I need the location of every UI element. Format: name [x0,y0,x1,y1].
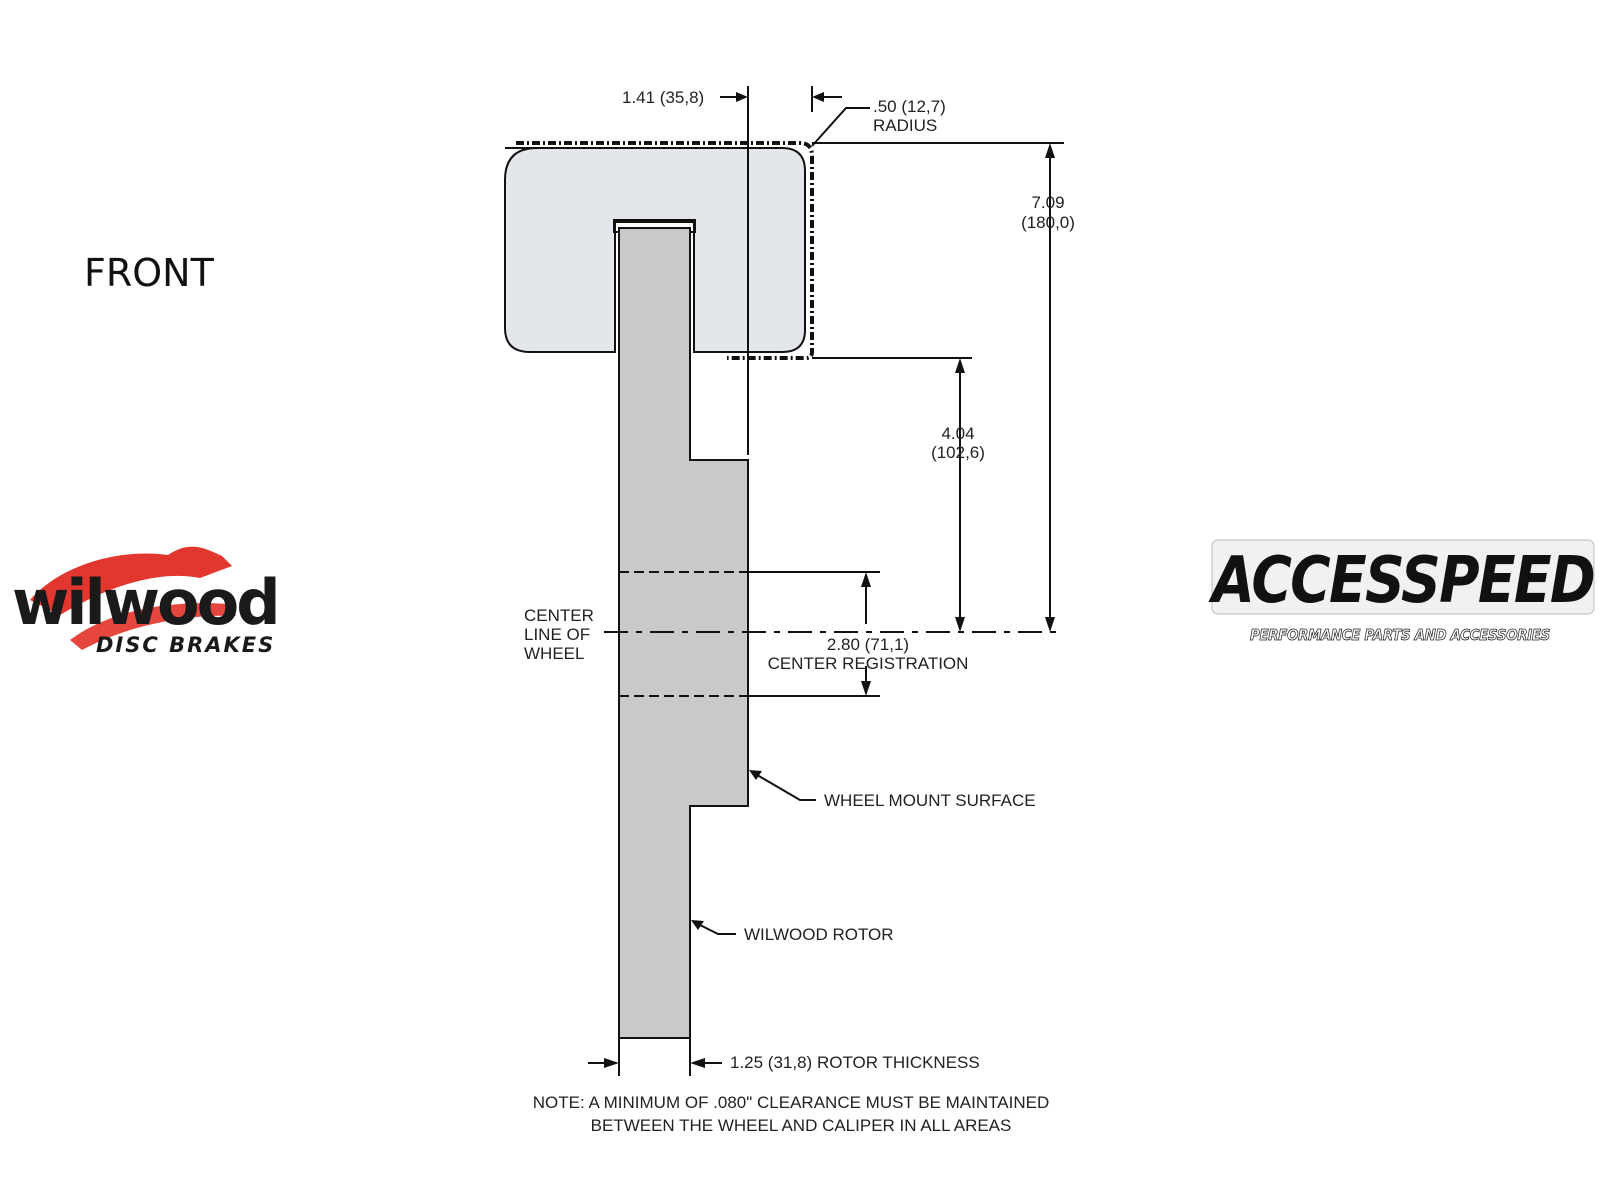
center-line-label-1: CENTER [524,606,594,625]
center-reg-value: 2.80 (71,1) [826,635,910,654]
radius-word: RADIUS [873,116,938,135]
registration-arrow-top [861,572,871,587]
overall-arrow-bottom [1045,617,1055,632]
thickness-arrowhead-right [690,1058,705,1068]
thickness-arrowhead-left [604,1058,619,1068]
offset-arrowhead [736,92,748,102]
registration-arrow-bottom [861,681,871,696]
wilwood-logo [12,547,278,657]
accesspeed-tagline: PERFORMANCE PARTS AND ACCESSORIES [1250,626,1550,644]
accesspeed-wordmark: ACCESSPEED [1207,544,1594,618]
wilwood-rotor-label: WILWOOD ROTOR [744,925,894,944]
clearance-arrow-bottom [955,617,965,632]
radius-arrowhead [812,92,824,102]
view-label: FRONT [84,251,214,295]
overall-arrow-top [1045,143,1055,158]
wilwood-subtitle: DISC BRAKES [96,633,276,657]
clearance-note-line2: BETWEEN THE WHEEL AND CALIPER IN ALL AREAS [590,1116,1012,1135]
caliper-clear-mm: (102,6) [931,443,985,462]
overall-height-mm: (180,0) [1021,213,1075,232]
clearance-arrow-top [955,358,965,373]
caliper-offset-dim: 1.41 (35,8) [622,88,705,107]
wheel-mount-arrowhead [749,770,762,780]
radius-value: .50 (12,7) [873,97,946,116]
radius-leader [812,108,870,146]
center-line-label-2: LINE OF [524,625,591,644]
caliper-clear-in: 4.04 [941,424,975,443]
wheel-mount-surface-label: WHEEL MOUNT SURFACE [824,791,1036,810]
clearance-note-line1: NOTE: A MINIMUM OF .080" CLEARANCE MUST BE MAINTAINED [532,1093,1050,1112]
rotor-thickness-label: 1.25 (31,8) ROTOR THICKNESS [730,1053,980,1072]
wilwood-wordmark: wilwood [12,566,278,639]
overall-height-in: 7.09 [1031,193,1065,212]
center-reg-label: CENTER REGISTRATION [767,654,969,673]
accesspeed-logo [1208,540,1594,644]
center-line-label-3: WHEEL [524,644,585,663]
wheel-mount-leader [752,772,816,800]
